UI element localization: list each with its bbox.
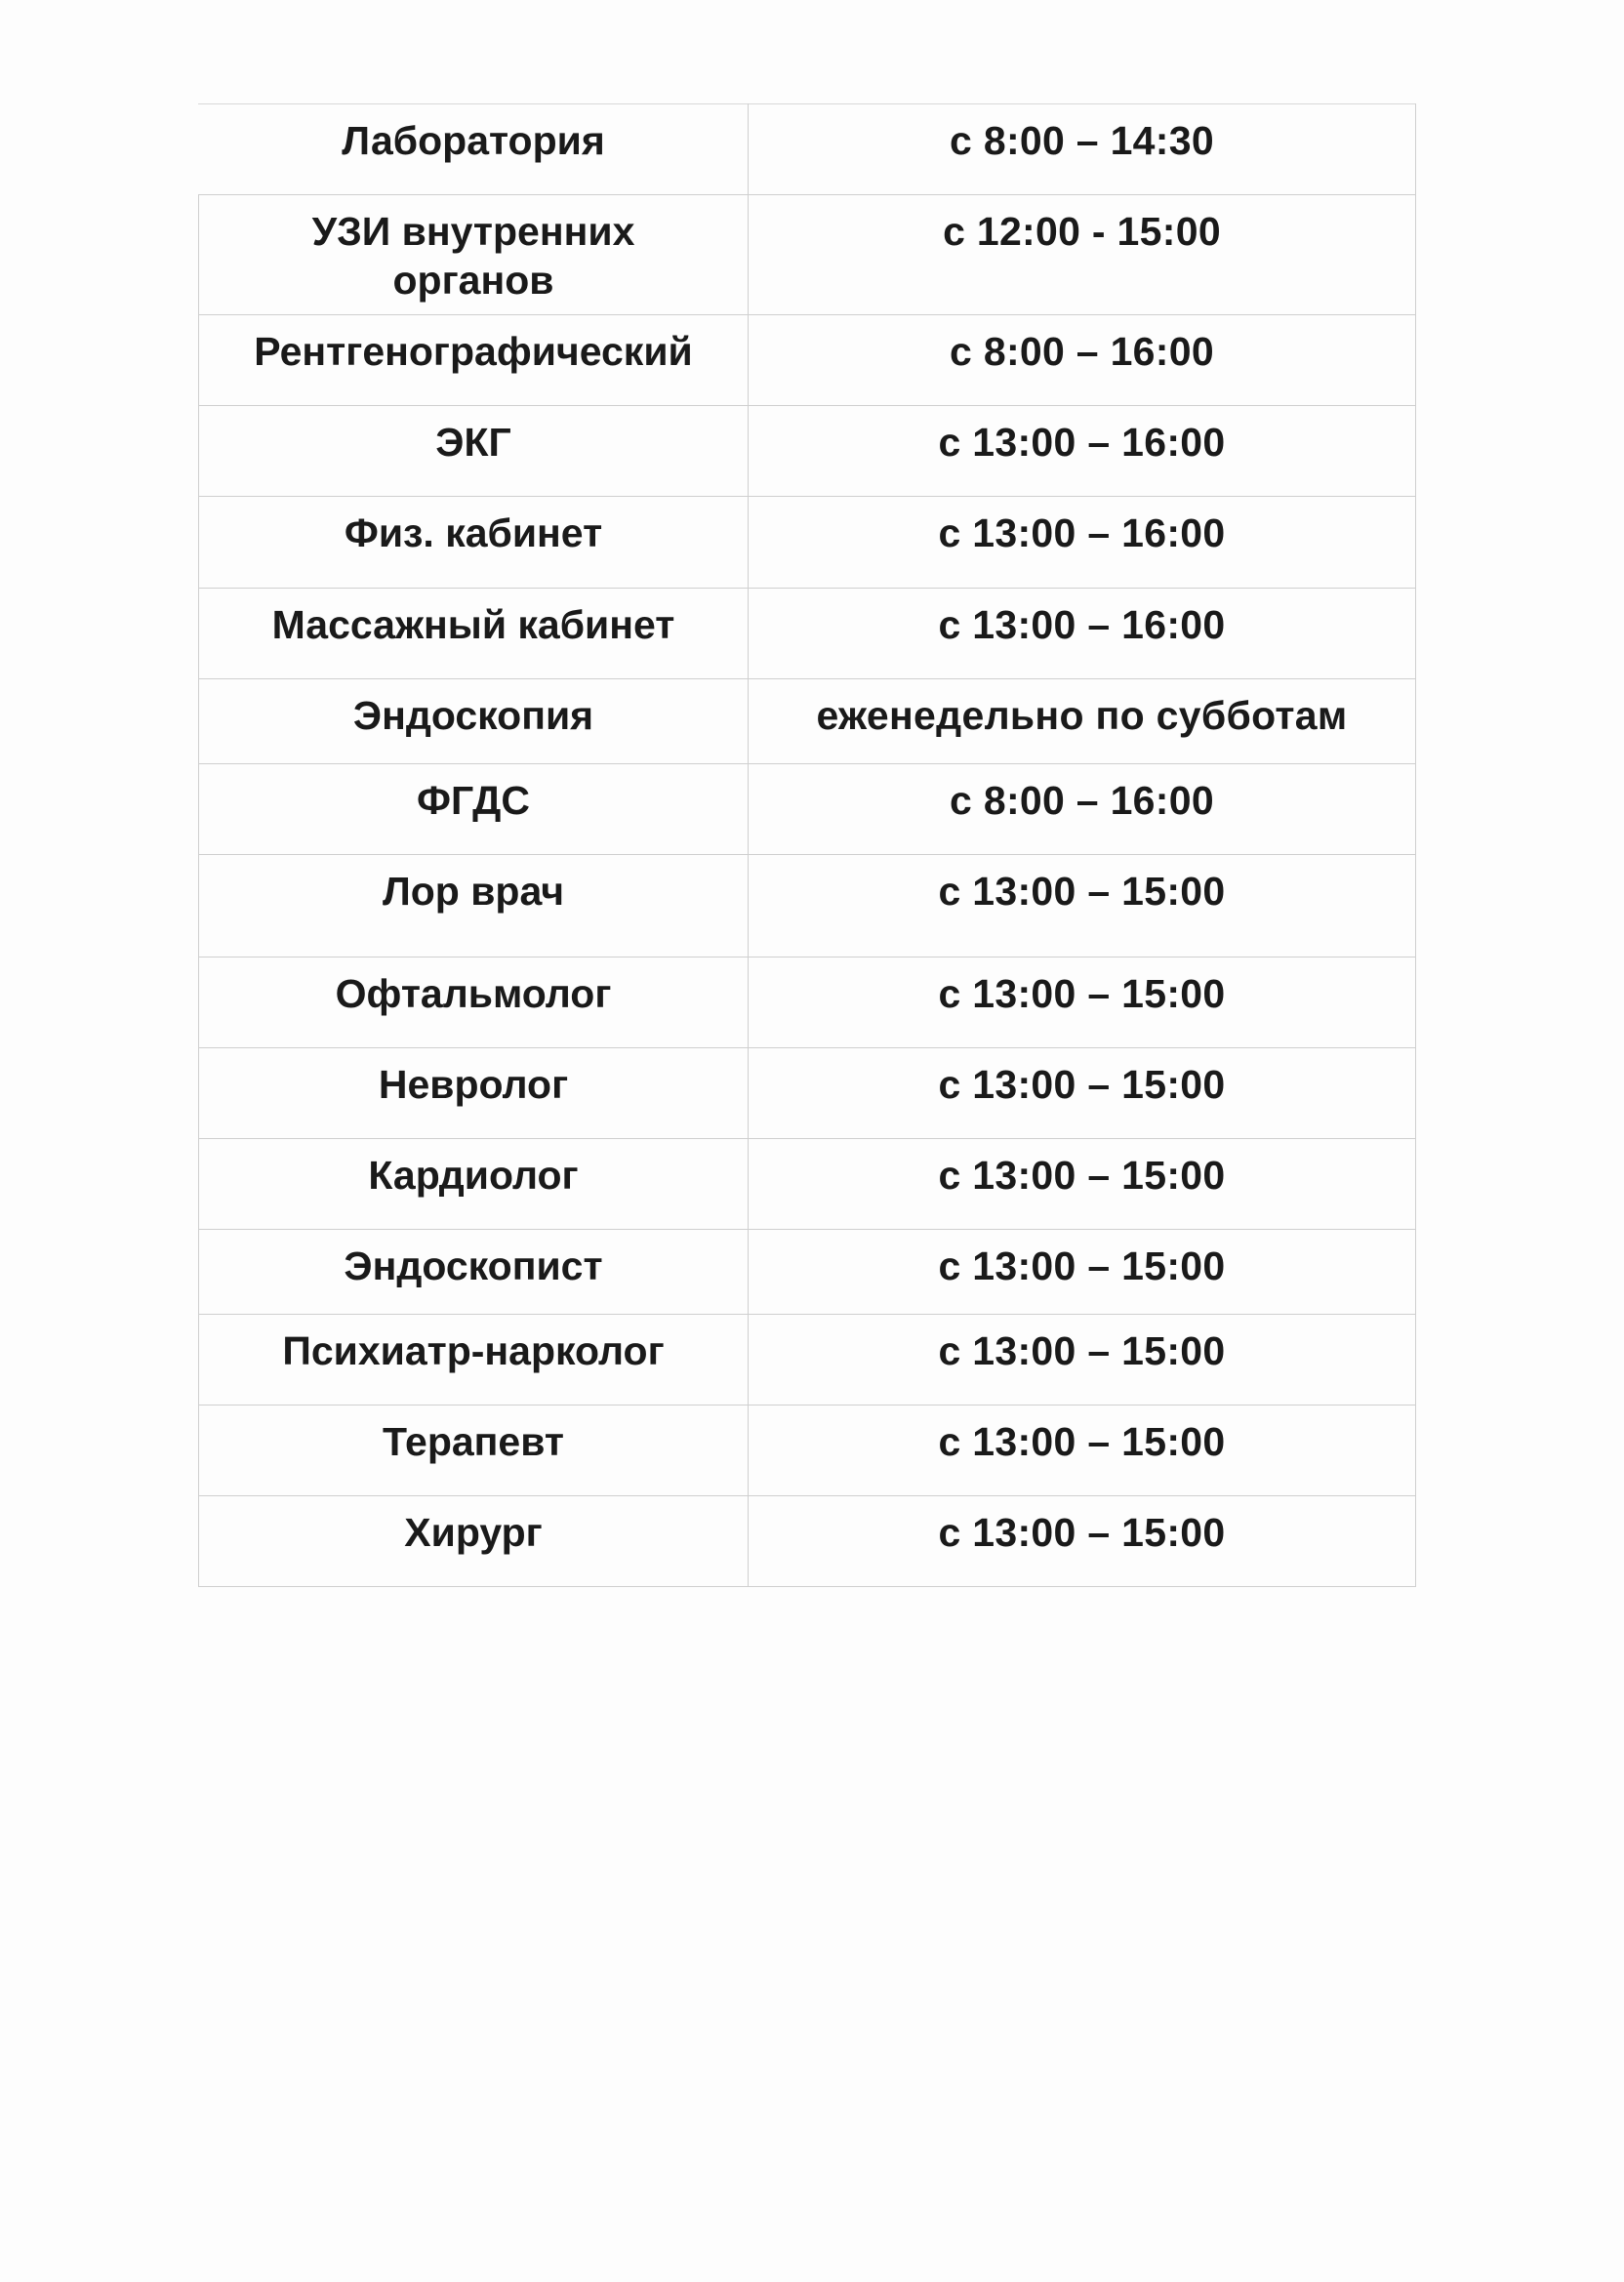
schedule-table <box>198 103 1416 1587</box>
department-cell: Лаборатория <box>199 104 749 195</box>
table-row <box>199 589 1416 679</box>
department-cell: Лор врач <box>199 855 749 958</box>
table-row <box>199 1406 1416 1496</box>
hours-cell: с 13:00 – 15:00 <box>749 1048 1416 1139</box>
hours-cell: с 13:00 – 15:00 <box>749 958 1416 1048</box>
table-row <box>199 764 1416 855</box>
table-row <box>199 1230 1416 1315</box>
department-cell: УЗИ внутренних органов <box>199 195 749 315</box>
table-row <box>199 1048 1416 1139</box>
department-cell: ФГДС <box>199 764 749 855</box>
hours-cell: с 8:00 – 14:30 <box>749 104 1416 195</box>
department-cell: Кардиолог <box>199 1139 749 1230</box>
department-cell: Хирург <box>199 1496 749 1587</box>
hours-cell: с 13:00 – 15:00 <box>749 1139 1416 1230</box>
table-row <box>199 1496 1416 1587</box>
hours-cell: с 8:00 – 16:00 <box>749 315 1416 406</box>
table-row <box>199 1139 1416 1230</box>
department-cell: Физ. кабинет <box>199 497 749 589</box>
department-cell: Рентгенографический <box>199 315 749 406</box>
department-cell: Психиатр-нарколог <box>199 1315 749 1406</box>
table-row <box>199 855 1416 958</box>
table-row <box>199 679 1416 764</box>
hours-cell: с 13:00 – 16:00 <box>749 589 1416 679</box>
table-row <box>199 104 1416 195</box>
table-row <box>199 406 1416 497</box>
hours-cell: с 13:00 – 15:00 <box>749 855 1416 958</box>
hours-cell: с 13:00 – 16:00 <box>749 406 1416 497</box>
table-row <box>199 315 1416 406</box>
hours-cell: с 13:00 – 15:00 <box>749 1230 1416 1315</box>
hours-cell: с 12:00 - 15:00 <box>749 195 1416 315</box>
table-row <box>199 1315 1416 1406</box>
hours-cell: еженедельно по субботам <box>749 679 1416 764</box>
department-cell: Терапевт <box>199 1406 749 1496</box>
department-cell: Невролог <box>199 1048 749 1139</box>
table-row <box>199 195 1416 315</box>
hours-cell: с 8:00 – 16:00 <box>749 764 1416 855</box>
department-cell: ЭКГ <box>199 406 749 497</box>
hours-cell: с 13:00 – 15:00 <box>749 1406 1416 1496</box>
department-cell: Офтальмолог <box>199 958 749 1048</box>
hours-cell: с 13:00 – 16:00 <box>749 497 1416 589</box>
hours-cell: с 13:00 – 15:00 <box>749 1315 1416 1406</box>
department-cell: Эндоскопия <box>199 679 749 764</box>
department-cell: Массажный кабинет <box>199 589 749 679</box>
table-row <box>199 497 1416 589</box>
table-row <box>199 958 1416 1048</box>
hours-cell: с 13:00 – 15:00 <box>749 1496 1416 1587</box>
department-cell: Эндоскопист <box>199 1230 749 1315</box>
